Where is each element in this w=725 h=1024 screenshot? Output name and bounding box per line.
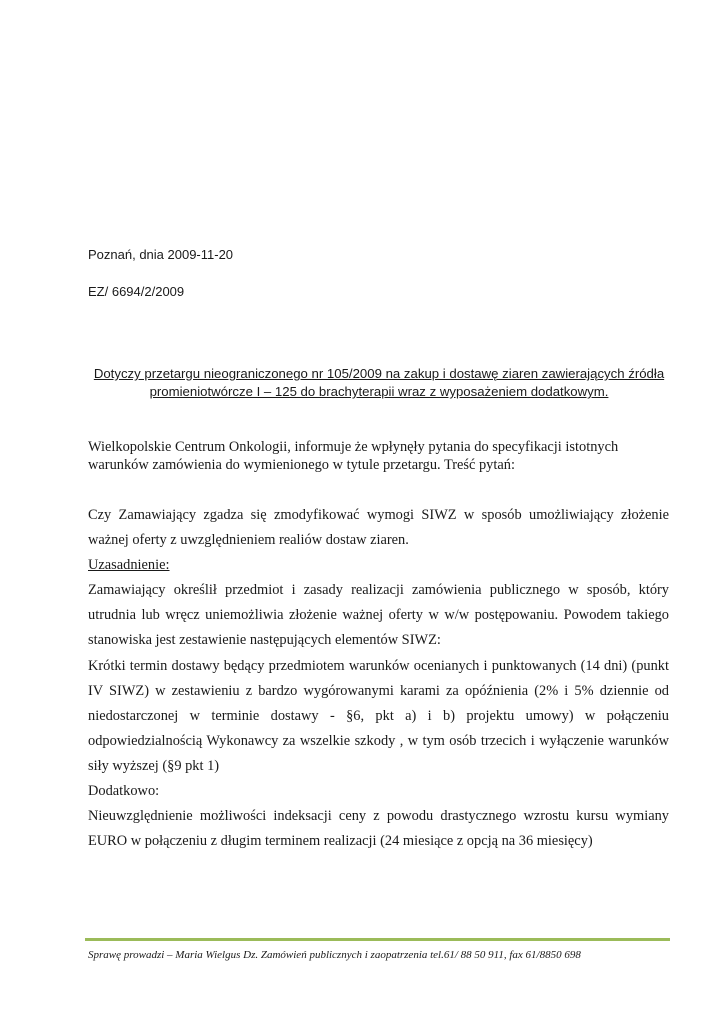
intro-paragraph: Wielkopolskie Centrum Onkologii, informuje że wpłynęły pytania do specyfikacji istotnych warunków zamówienia do wymienionego w tytule przetargu. Treść pytań: <box>88 439 619 473</box>
place-date: Poznań, dnia 2009-11-20 <box>88 247 234 262</box>
subject-line: Dotyczy przetargu nieograniczonego nr 105/2009 na zakup i dostawę ziaren zawierających źródła promieniotwórcze I – 125 do brachyterapii wraz z wyposażeniem dodatkowym. <box>93 366 665 399</box>
point-one-paragraph: Krótki termin dostawy będący przedmiotem warunków ocenianych i punktowanych (14 dni) (punkt IV SIWZ) w zestawieniu z bardzo wygórowanymi karami za opóźnienia (2% i 5% dziennie od niedostarczonej w terminie dostawy - §6, pkt a) i b) projektu umowy) w połączeniu odpowiedzialnością Wykonawcy za wszelkie szkody , w tym osób trzecich i wyłączenie warunków siły wyższej (§9 pkt 1) <box>88 657 669 774</box>
footer-contact: Sprawę prowadzi – Maria Wielgus Dz. Zamówień publicznych i zaopatrzenia tel.61/ 88 50 911, fax 61/8850 698 <box>88 949 581 961</box>
document-body <box>88 503 669 854</box>
reference-number: EZ/ 6694/2/2009 <box>88 284 185 299</box>
justification-heading <box>88 553 669 578</box>
question-paragraph: Czy Zamawiający zgadza się zmodyfikować wymogi SIWZ w sposób umożliwiający złożenie ważnej oferty z uwzględnieniem realiów dostaw ziaren. <box>88 507 669 549</box>
footer-rule <box>85 938 670 941</box>
justification-paragraph: Zamawiający określił przedmiot i zasady realizacji zamówienia publicznego w sposób, który utrudnia lub wręcz uniemożliwia złożenie ważnej oferty w w/w postępowaniu. Powodem takiego stanowiska jest zestawienie następujących elementów SIWZ: <box>88 582 669 649</box>
justification-heading-text: Uzasadnienie: <box>88 557 170 574</box>
point-two-paragraph: Nieuwzględnienie możliwości indeksacji ceny z powodu drastycznego wzrostu kursu wymiany EURO w połączeniu z długim terminem realizacji (24 miesiące z opcją na 36 miesięcy) <box>88 808 669 850</box>
additionally-label: Dodatkowo: <box>88 783 160 800</box>
